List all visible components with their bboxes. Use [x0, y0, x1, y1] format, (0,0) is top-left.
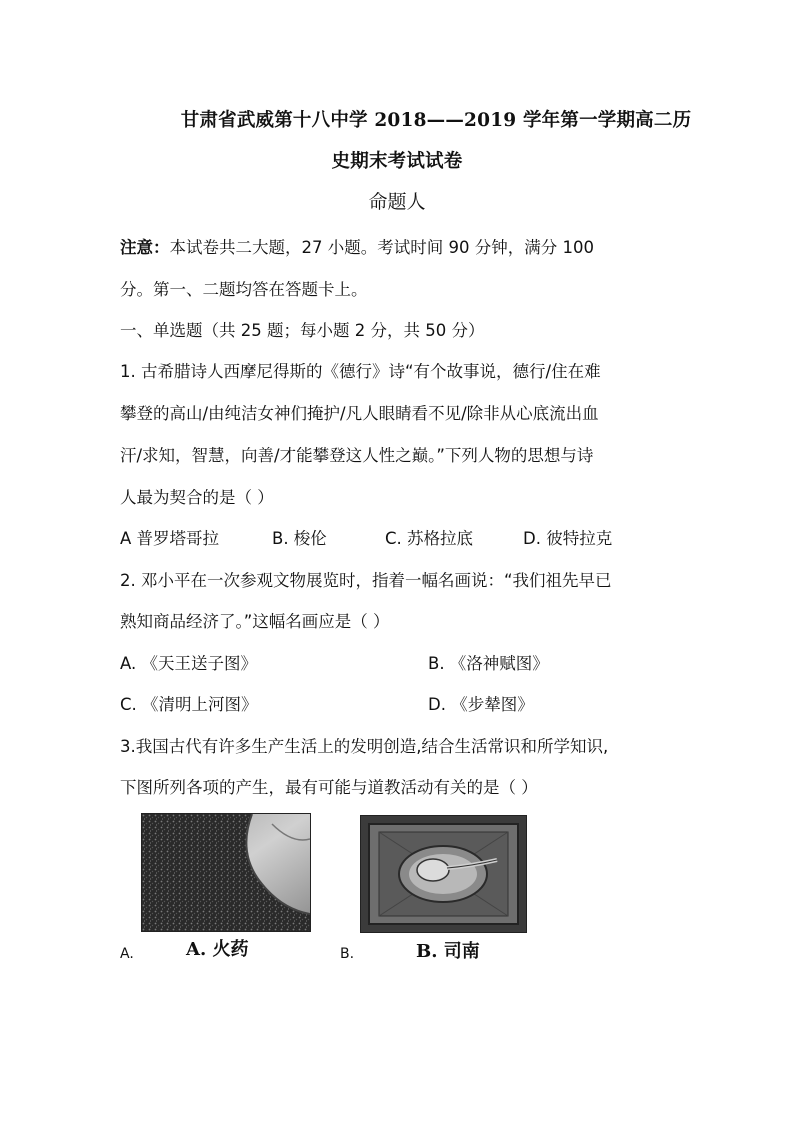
question-2-option-d: D. 《步辇图》 [428, 695, 534, 714]
figure-a-letter: A. [120, 946, 134, 962]
question-1-line: 攀登的高山/由纯洁女神们掩护/凡人眼睛看不见/除非从心底流出血 [120, 404, 599, 423]
exam-title-line2: 史期末考试试卷 [331, 151, 463, 172]
question-3-line: 下图所列各项的产生，最有可能与道教活动有关的是（ ） [120, 778, 538, 797]
figure-a-caption: A. 火药 [186, 939, 249, 960]
notice-line2: 分。第一、二题均答在答题卡上。 [120, 280, 368, 299]
exam-title-line1: 甘肃省武威第十八中学 2018——2019 学年第一学期高二历 [180, 110, 692, 131]
gunpowder-photo [141, 813, 311, 932]
question-1-option-d: D. 彼特拉克 [523, 529, 613, 548]
figure-b-caption: B. 司南 [416, 941, 480, 962]
notice-text-1: 本试卷共二大题，27 小题。考试时间 90 分钟，满分 100 [169, 238, 594, 257]
question-2-option-c: C. 《清明上河图》 [120, 695, 258, 714]
question-2-option-a: A. 《天王送子图》 [120, 654, 257, 673]
notice-label: 注意： [120, 238, 170, 257]
question-1-option-a: A 普罗塔哥拉 [120, 529, 220, 548]
question-1-line: 汗/求知，智慧，向善/才能攀登这人性之巅。”下列人物的思想与诗 [120, 446, 594, 465]
figure-b-letter: B. [340, 946, 355, 962]
question-2-line: 2. 邓小平在一次参观文物展览时，指着一幅名画说：“我们祖先早已 [120, 571, 612, 590]
author-label: 命题人 [368, 191, 426, 213]
question-2-option-b: B. 《洛神赋图》 [428, 654, 549, 673]
section-heading: 一、单选题（共 25 题；每小题 2 分，共 50 分） [120, 321, 485, 340]
question-3-line: 3.我国古代有许多生产生活上的发明创造,结合生活常识和所学知识, [120, 737, 609, 756]
gunpowder-illustration [142, 814, 310, 931]
question-1-line: 1. 古希腊诗人西摩尼得斯的《德行》诗“有个故事说，德行/住在难 [120, 362, 601, 381]
notice-line1 [120, 234, 594, 258]
question-1-option-b: B. 梭伦 [272, 529, 327, 548]
question-1-line: 人最为契合的是（ ） [120, 488, 274, 507]
sinan-compass-photo [360, 815, 527, 933]
question-1-option-c: C. 苏格拉底 [385, 529, 474, 548]
question-2-line: 熟知商品经济了。”这幅名画应是（ ） [120, 612, 390, 631]
sinan-compass-illustration [361, 816, 526, 932]
